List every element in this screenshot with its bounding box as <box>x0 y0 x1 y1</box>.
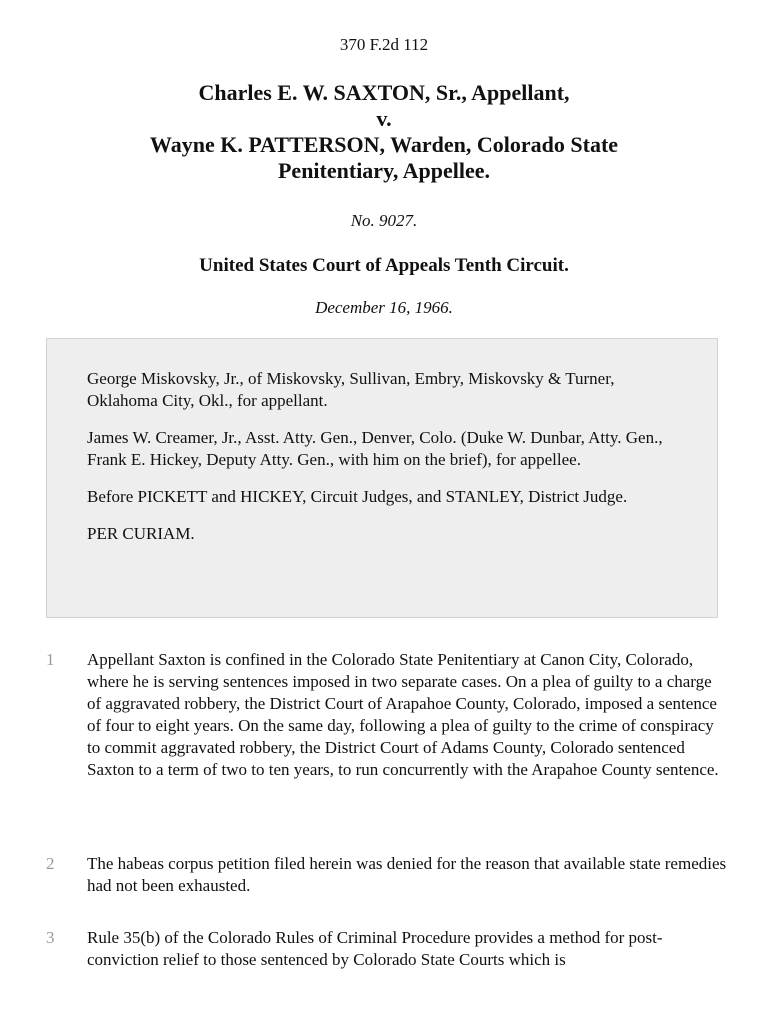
paragraph-number: 3 <box>46 928 55 947</box>
court-name: United States Court of Appeals Tenth Circuit. <box>199 255 569 276</box>
appellee-counsel: James W. Creamer, Jr., Asst. Atty. Gen., Denver, Colo. (Duke W. Dunbar, Atty. Gen., Frank E. Hickey, Deputy Atty. Gen., with him on the brief), for appellee. <box>87 428 663 469</box>
paragraph-text: Appellant Saxton is confined in the Colorado State Penitentiary at Canon City, Colorado, where he is serving sentences imposed in two separate cases. On a plea of guilty to a charge of aggravated robbery, the District Court of Arapahoe County, Colorado, imposed a sentence of four to eight years. On the same day, following a plea of guilty to the crime of conspiracy to commit aggravated robbery, the District Court of Adams County, Colorado sentenced Saxton to a term of two to ten years, to run concurrently with the Arapahoe County sentence. <box>87 650 719 779</box>
title-appellant: Charles E. W. SAXTON, Sr., Appellant, <box>198 80 570 105</box>
title-appellee-line1: Wayne K. PATTERSON, Warden, Colorado State <box>149 132 619 157</box>
paragraph-number: 1 <box>46 650 55 669</box>
title-versus: v. <box>376 106 392 131</box>
paragraph-text: Rule 35(b) of the Colorado Rules of Criminal Procedure provides a method for post-conviction relief to those sentenced by Colorado State Courts which is <box>87 928 663 969</box>
title-appellee-line2: Penitentiary, Appellee. <box>277 158 491 183</box>
paragraph-text: The habeas corpus petition filed herein was denied for the reason that available state remedies had not been exhausted. <box>87 854 727 895</box>
case-title <box>60 80 708 184</box>
case-header-box <box>46 338 718 618</box>
case-citation: 370 F.2d 112 <box>339 35 429 54</box>
judges-panel: Before PICKETT and HICKEY, Circuit Judges, and STANLEY, District Judge. <box>87 487 628 506</box>
per-curiam: PER CURIAM. <box>87 524 195 543</box>
appellant-counsel: George Miskovsky, Jr., of Miskovsky, Sullivan, Embry, Miskovsky & Turner, Oklahoma City, Okl., for appellant. <box>87 369 615 410</box>
decision-date: December 16, 1966. <box>315 298 453 317</box>
paragraph-number: 2 <box>46 854 55 873</box>
docket-number: No. 9027. <box>350 211 418 230</box>
